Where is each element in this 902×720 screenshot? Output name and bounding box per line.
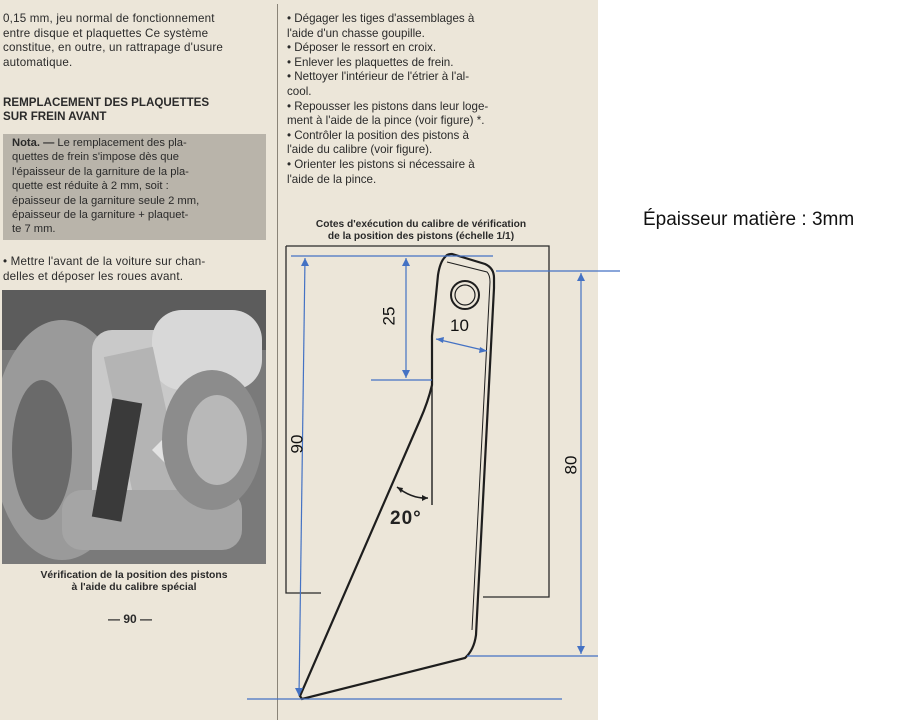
heading-line: REMPLACEMENT DES PLAQUETTES [3, 96, 210, 109]
instruction-line: • Contrôler la position des pistons à [287, 128, 469, 142]
instruction-line: • Nettoyer l'intérieur de l'étrier à l'al- [287, 70, 470, 84]
dim-80-label: 80 [561, 455, 581, 475]
intro-line: entre disque et plaquettes Ce système [3, 26, 209, 40]
dimension-arrows [295, 258, 585, 696]
dim-90-line [299, 258, 305, 696]
caption-line: Vérification de la position des pistons [40, 570, 228, 581]
thickness-note: Épaisseur matière : 3mm [643, 209, 855, 230]
instruction-line: cool. [287, 84, 312, 98]
intro-line: constitue, en outre, un rattrapage d'usure [3, 41, 224, 55]
caption-line: à l'aide du calibre spécial [71, 582, 197, 593]
gauge-hole-inner [455, 285, 475, 305]
instruction-line: • Enlever les plaquettes de frein. [287, 55, 454, 69]
instruction-line: l'aide du calibre (voir figure). [287, 143, 433, 157]
figure-frame [286, 246, 549, 597]
arrowhead [301, 258, 309, 266]
instruction-line: • Repousser les pistons dans leur loge- [287, 99, 489, 113]
heading-line: SUR FREIN AVANT [3, 110, 107, 123]
intro-line: 0,15 mm, jeu normal de fonctionnement [3, 12, 215, 25]
figure-title-line: de la position des pistons (échelle 1/1) [327, 230, 515, 242]
instruction-line: ment à l'aide de la pince (voir figure) *. [287, 114, 485, 128]
note-label: Nota. — [12, 137, 55, 149]
page-number: — 90 — [107, 612, 152, 626]
instruction-line: l'aide d'un chasse goupille. [287, 26, 425, 40]
dim-10-label: 10 [450, 316, 469, 335]
arrowhead [402, 370, 410, 378]
instruction-line: • Déposer le ressort en croix. [287, 41, 437, 55]
intro-line: automatique. [3, 55, 73, 69]
dim-10-line [436, 339, 487, 351]
bullet-line: delles et déposer les roues avant. [3, 269, 184, 283]
instruction-line: l'aide de la pince. [287, 172, 377, 186]
note-line: épaisseur de la garniture + plaquet- [12, 209, 189, 222]
arrowhead [577, 646, 585, 654]
note-line-text: Le remplacement des pla- [54, 137, 187, 149]
note-line: l'épaisseur de la garniture de la pla- [12, 165, 189, 178]
arrowhead [436, 337, 444, 343]
note-line: épaisseur de la garniture seule 2 mm, [12, 194, 200, 207]
arrowhead [577, 273, 585, 281]
angle-label: 20° [390, 508, 422, 529]
bullet-line: • Mettre l'avant de la voiture sur chan- [3, 255, 206, 268]
arrowhead [479, 347, 487, 353]
note-line: quette est réduite à 2 mm, soit : [12, 180, 169, 193]
angle-arrowhead [397, 487, 403, 493]
instruction-line: • Dégager les tiges d'assemblages à [287, 12, 475, 25]
angle-arrowhead [422, 495, 428, 501]
arrowhead [402, 258, 410, 266]
note-line: te 7 mm. [12, 223, 56, 236]
note-line: quettes de frein s'impose dès que [12, 151, 179, 164]
dim-90-label: 90 [287, 434, 307, 454]
figure-frame-left [286, 246, 321, 593]
instruction-line: • Orienter les pistons si nécessaire à [287, 157, 475, 171]
figure-title-line: Cotes d'exécution du calibre de vérification [315, 219, 527, 230]
dim-25-label: 25 [379, 306, 399, 326]
